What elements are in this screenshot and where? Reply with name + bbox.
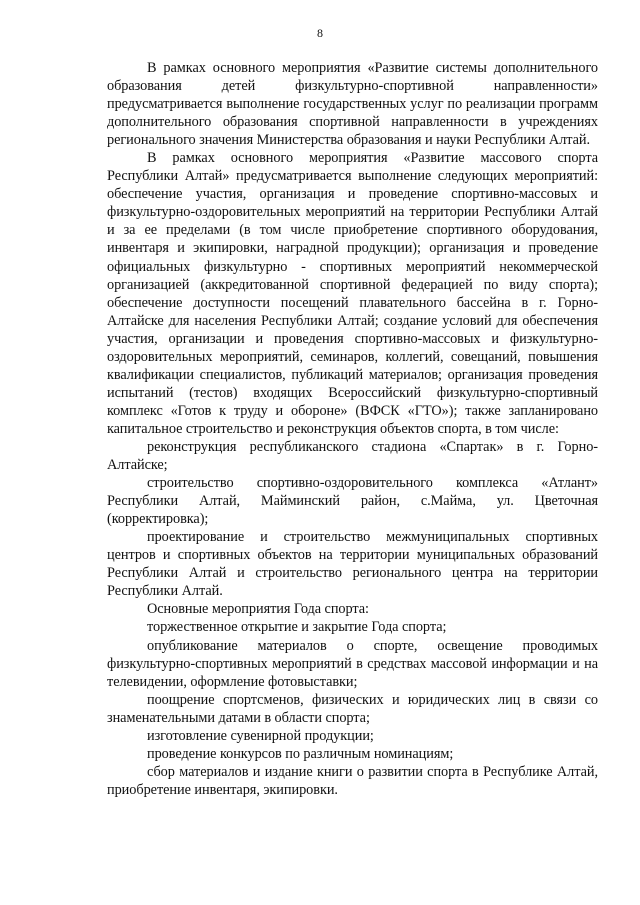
list-item-sport-centers: проектирование и строительство межмуниципальных спортивных центров и спортивных объектов на территории муниципальных образований Республики Алтай и строительство регионального центра на территории Республики Алтай. [107,529,598,600]
list-item-souvenirs: изготовление сувенирной продукции; [147,727,374,744]
page-number: 8 [317,26,323,40]
list-item-opening-closing: торжественное открытие и закрытие Года спорта; [147,619,447,636]
list-item-stadium-reconstruction: реконструкция республиканского стадиона «Спартак» в г. Горно-Алтайске; [107,438,598,474]
list-item-contests: проведение конкурсов по различным номинациям; [147,745,454,762]
list-item-book-publication: сбор материалов и издание книги о развитии спорта в Республике Алтай, приобретение инвентаря, экипировки. [107,763,598,798]
list-item-awards: поощрение спортсменов, физических и юридических лиц в связи со знаменательными датами в области спорта; [107,691,598,726]
document-body [107,59,598,799]
paragraph-additional-education: В рамках основного мероприятия «Развитие системы дополнительного образования детей физкультурно-спортивной направленности» предусматривается выполнение государственных услуг по реализации программ дополнительного образования спортивной направленности в учреждениях регионального значения Министерства образования и науки Республики Алтай. [107,60,598,149]
section-heading-year-of-sport: Основные мероприятия Года спорта: [147,601,369,618]
list-item-media-coverage: опубликование материалов о спорте, освещение проводимых физкультурно-спортивных мероприятий в средствах массовой информации и на телевидении, оформление фотовыставки; [107,637,598,690]
list-item-atlant-complex: строительство спортивно-оздоровительного комплекса «Атлант» Республики Алтай, Майминский район, с.Майма, ул. Цветочная (корректировка); [107,475,598,528]
paragraph-mass-sport: В рамках основного мероприятия «Развитие массового спорта Республики Алтай» предусматривается выполнение следующих мероприятий: обеспечение участия, организация и проведение спортивно-массовых и физкультурно-оздоровительных мероприятий на территории Республики Алтай и за ее пределами (в том числе приобретение спортивного оборудования, инвентаря и экипировки, наградной продукции); организация и проведение официальных физкультурно - спортивных мероприятий некоммерческой организацией (аккредитованной спортивной федерацией по виду спорта); обеспечение доступности посещений плавательного бассейна в г. Горно-Алтайске для населения Республики Алтай; создание условий для обеспечения участия, организации и проведения спортивно-массовых и физкультурно-оздоровительных мероприятий, семинаров, коллегий, совещаний, повышения квалификации специалистов, публикаций материалов; организация проведения испытаний (тестов) входящих Всероссийский физкультурно-спортивный комплекс «Готов к труду и обороне» (ВФСК «ГТО»); также запланировано капитальное строительство и реконструкция объектов спорта, в том числе: [107,150,598,437]
